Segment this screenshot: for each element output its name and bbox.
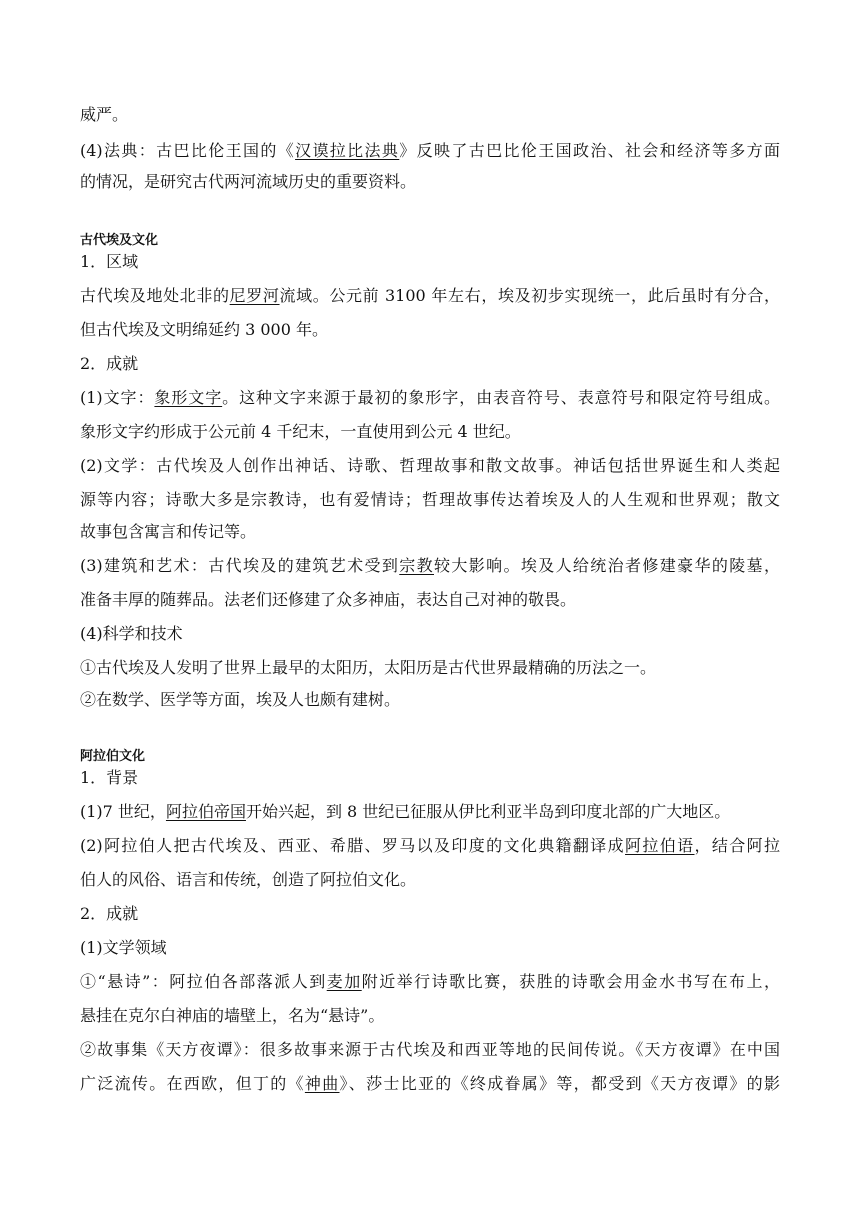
text-run: 故事包含寓言和传记等。	[80, 522, 257, 541]
text-run: 古代埃及地处北非的	[80, 286, 230, 305]
text-line	[80, 1074, 780, 1094]
underlined-term: 汉谟拉比法典	[295, 141, 400, 160]
text-line	[80, 904, 780, 924]
text-run: (3)建筑和艺术：古代埃及的建筑艺术受到	[80, 556, 400, 575]
section-heading: 古代埃及文化	[80, 233, 159, 248]
text-run: 威严。	[80, 105, 129, 124]
text-run: 2．成就	[80, 354, 139, 373]
text-run: (2)阿拉伯人把古代埃及、西亚、希腊、罗马以及印度的文化典籍翻译成	[80, 836, 626, 855]
text-run: 广泛流传。在西欧，但丁的《	[80, 1074, 305, 1093]
text-line	[80, 658, 780, 678]
text-run: (4)法典：古巴比伦王国的《	[80, 141, 296, 160]
text-run: (4)科学和技术	[80, 624, 183, 643]
text-line	[80, 286, 780, 306]
underlined-term: 神曲	[304, 1074, 340, 1093]
underlined-term: 象形文字	[154, 388, 223, 407]
text-run: 》、莎士比亚的《终成眷属》等，都受到《天方夜谭》的影	[339, 1074, 780, 1093]
text-line	[80, 556, 780, 576]
underlined-term: 尼罗河	[229, 286, 280, 305]
text-run: (1)7 世纪，	[80, 802, 166, 821]
text-run: 。这种文字来源于最初的象形字，由表音符号、表意符号和限定符号组成。	[222, 388, 780, 407]
text-run: 较大影响。埃及人给统治者修建豪华的陵墓，	[434, 556, 780, 575]
text-line	[80, 938, 780, 958]
text-run: 开始兴起，到 8 世纪已征服从伊比利亚半岛到印度北部的广大地区。	[245, 802, 731, 821]
text-line	[80, 1040, 780, 1060]
text-line	[80, 522, 780, 542]
underlined-term: 阿拉伯语	[625, 836, 695, 855]
text-run: 但古代埃及文明绵延约 3 000 年。	[80, 320, 328, 339]
text-line	[80, 252, 780, 272]
text-run: 》反映了古巴比伦王国政治、社会和经济等多方面	[399, 141, 780, 160]
text-line	[80, 870, 780, 890]
text-line	[80, 320, 780, 340]
text-run: 流域。公元前 3100 年左右，埃及初步实现统一，此后虽时有分合，	[279, 286, 780, 305]
text-line	[80, 1006, 780, 1026]
text-line	[80, 105, 780, 125]
text-line	[80, 972, 780, 992]
text-run: 2．成就	[80, 904, 139, 923]
text-run: 悬挂在克尔白神庙的墙壁上，名为“悬诗”。	[80, 1006, 385, 1025]
text-line	[80, 422, 780, 442]
text-line	[80, 172, 780, 192]
text-run: (1)文学领域	[80, 938, 167, 957]
text-run: 伯人的风俗、语言和传统，创造了阿拉伯文化。	[80, 870, 417, 889]
underlined-term: 宗教	[399, 556, 434, 575]
text-run: 象形文字约形成于公元前 4 千纪末，一直使用到公元 4 世纪。	[80, 422, 521, 441]
text-line	[80, 624, 780, 644]
text-line	[80, 590, 780, 610]
text-run: 准备丰厚的随葬品。法老们还修建了众多神庙，表达自己对神的敬畏。	[80, 590, 577, 609]
text-line	[80, 141, 780, 161]
text-run: ，结合阿拉	[694, 836, 780, 855]
text-run: 1．区域	[80, 252, 139, 271]
text-run: 源等内容；诗歌大多是宗教诗，也有爱情诗；哲理故事传达着埃及人的人生观和世界观；散文	[80, 490, 780, 509]
underlined-term: 阿拉伯帝国	[165, 802, 246, 821]
text-run: ①“悬诗”：阿拉伯各部落派人到	[80, 972, 327, 991]
text-run: ②故事集《天方夜谭》：很多故事来源于古代埃及和西亚等地的民间传说。《天方夜谭》在中国	[80, 1040, 780, 1059]
text-line	[80, 354, 780, 374]
text-line	[80, 768, 780, 788]
text-run: 的情况，是研究古代两河流域历史的重要资料。	[80, 172, 417, 191]
text-run: 1．背景	[80, 768, 139, 787]
text-run: (1)文字：	[80, 388, 155, 407]
section-heading: 阿拉伯文化	[80, 749, 146, 764]
text-line	[80, 388, 780, 408]
text-line	[80, 456, 780, 476]
underlined-term: 麦加	[326, 972, 362, 991]
text-run: (2)文学：古代埃及人创作出神话、诗歌、哲理故事和散文故事。神话包括世界诞生和人类起	[80, 456, 780, 475]
text-run: 附近举行诗歌比赛，获胜的诗歌会用金水书写在布上，	[361, 972, 780, 991]
text-line	[80, 490, 780, 510]
text-line	[80, 836, 780, 856]
text-line	[80, 690, 780, 710]
text-line	[80, 802, 780, 822]
text-run: ①古代埃及人发明了世界上最早的太阳历，太阳历是古代世界最精确的历法之一。	[80, 658, 657, 677]
text-run: ②在数学、医学等方面，埃及人也颇有建树。	[80, 690, 401, 709]
